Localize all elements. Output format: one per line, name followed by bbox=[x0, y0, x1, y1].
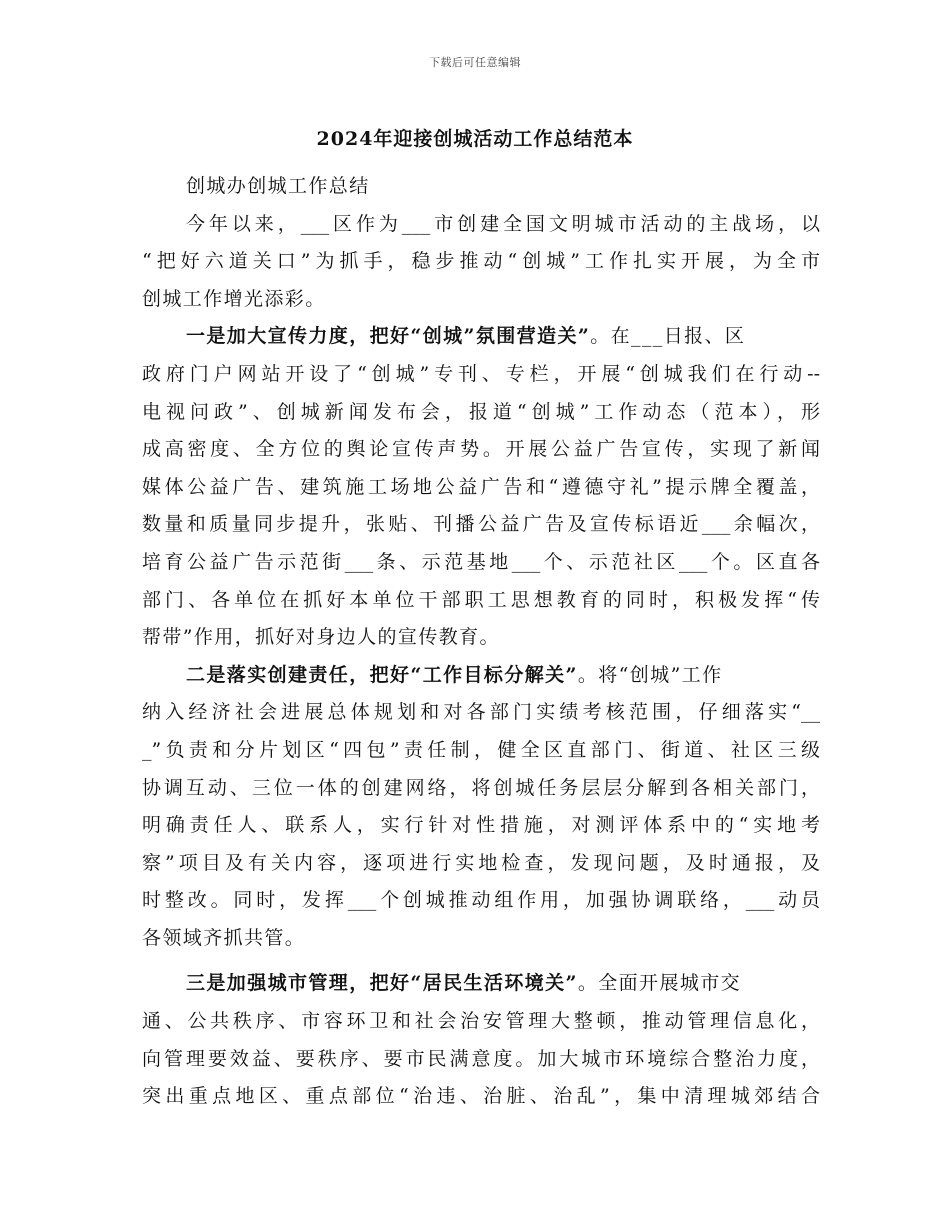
section1-line: 成高密度、全方位的舆论宣传声势。开展公益广告宣传，实现了新闻 bbox=[142, 438, 820, 461]
section1-line: 培育公益广告示范街___条、示范基地___个、示范社区___个。区直各 bbox=[142, 550, 820, 573]
section2-line: _”负责和分片划区“四包”责任制，健全区直部门、街道、社区三级 bbox=[142, 738, 820, 761]
section1-line: 电视问政”、创城新闻发布会，报道“创城”工作动态（范本），形 bbox=[142, 400, 820, 423]
document-body bbox=[142, 168, 820, 1116]
section3-line: 向管理要效益、要秩序、要市民满意度。加大城市环境综合整治力度， bbox=[142, 1047, 820, 1070]
section2-line: 协调互动、三位一体的创建网络，将创城任务层层分解到各相关部门， bbox=[142, 776, 820, 799]
section2-heading: 二是落实创建责任，把好“工作目标分解关” bbox=[186, 663, 578, 686]
intro-line: 创城工作增光添彩。 bbox=[142, 287, 326, 310]
section1-heading-line bbox=[142, 318, 820, 356]
intro-line: “把好六道关口”为抓手，稳步推动“创城”工作扎实开展，为全市 bbox=[142, 250, 820, 273]
paragraph-gap bbox=[142, 957, 820, 965]
section1-line: 政府门户网站开设了“创城”专刊、专栏，开展“创城我们在行动-- bbox=[142, 362, 820, 385]
section3-line: 通、公共秩序、市容环卫和社会治安管理大整顿，推动管理信息化， bbox=[142, 1010, 820, 1033]
page-header: 下载后可任意编辑 bbox=[429, 56, 521, 69]
section2-line: 各领域齐抓共管。 bbox=[142, 926, 306, 949]
section2-line: 纳入经济社会进展总体规划和对各部门实绩考核范围，仔细落实“__ bbox=[142, 701, 820, 724]
section2-line: 明确责任人、联系人，实行针对性措施，对测评体系中的“实地考 bbox=[142, 814, 820, 837]
section1-line: 帮带”作用，抓好对身边人的宣传教育。 bbox=[142, 626, 500, 649]
subtitle: 创城办创城工作总结 bbox=[186, 175, 370, 197]
section3-heading: 三是加强城市管理，把好“居民生活环境关” bbox=[186, 972, 578, 995]
section1-line: 部门、各单位在抓好本单位干部职工思想教育的同时，积极发挥“传 bbox=[142, 588, 820, 611]
section3-line: 突出重点地区、重点部位“治违、治脏、治乱”，集中清理城郊结合 bbox=[142, 1085, 820, 1108]
section1-heading: 一是加大宣传力度，把好“创城”氛围营造关” bbox=[186, 325, 591, 348]
section3-heading-tail: 。全面开展城市交 bbox=[577, 972, 742, 995]
section1-heading-tail: 。在___日报、区 bbox=[590, 325, 746, 348]
section1-line: 数量和质量同步提升，张贴、刊播公益广告及宣传标语近___余幅次， bbox=[142, 513, 820, 536]
section3-heading-line bbox=[142, 965, 820, 1003]
section2-heading-tail: 。将“创城”工作 bbox=[577, 663, 723, 686]
intro-line: 今年以来，___区作为___市创建全国文明城市活动的主战场，以 bbox=[186, 212, 820, 235]
document-title: 2024年迎接创城活动工作总结范本 bbox=[316, 128, 634, 150]
section2-heading-line bbox=[142, 657, 820, 695]
section2-line: 察”项目及有关内容，逐项进行实地检查，发现问题，及时通报，及 bbox=[142, 851, 820, 874]
section1-line: 媒体公益广告、建筑施工场地公益广告和“遵德守礼”提示牌全覆盖， bbox=[142, 475, 820, 498]
section2-line: 时整改。同时，发挥___个创城推动组作用，加强协调联络，___动员 bbox=[142, 889, 820, 912]
